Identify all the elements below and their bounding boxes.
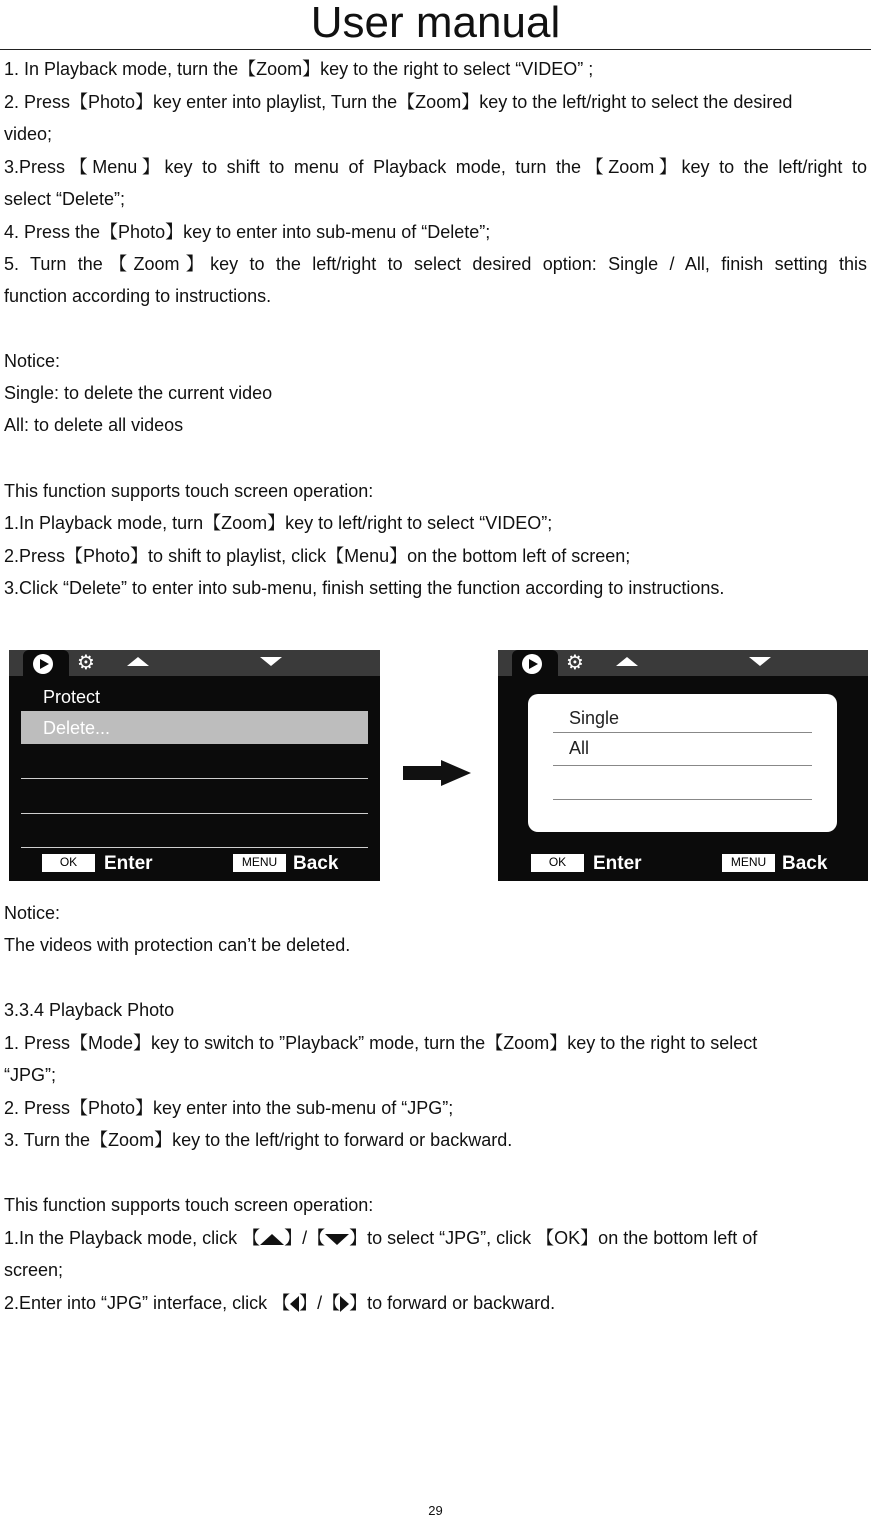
option-all[interactable]: All (569, 738, 590, 758)
title-rule (0, 49, 871, 50)
step-5-cont: function according to instructions. (4, 286, 272, 306)
delete-popup (528, 694, 837, 832)
step-3-cont: select “Delete”; (4, 189, 126, 209)
ok-key[interactable]: OK (42, 854, 95, 872)
touch-photo-step-1-cont: screen; (4, 1260, 64, 1280)
notice-single: Single: to delete the current video (4, 383, 273, 403)
camera-screen-delete (498, 650, 868, 881)
right-arrow-icon (340, 1296, 349, 1312)
option-single[interactable]: Single (569, 708, 620, 728)
camera-screen-menu (9, 650, 380, 881)
menu-divider (21, 847, 368, 848)
popup-divider (553, 799, 812, 800)
step-1: 1. In Playback mode, turn the【Zoom】key to the right to select “VIDEO” ; (4, 59, 594, 79)
photo-step-1: 1. Press【Mode】key to switch to ”Playback” mode, turn the【Zoom】key to the right to select (4, 1033, 758, 1053)
menu-key[interactable]: MENU (722, 854, 775, 872)
notice-protection: The videos with protection can’t be deleted. (4, 935, 351, 955)
menu-item-protect[interactable]: Protect (43, 687, 101, 707)
down-caret-icon[interactable] (749, 657, 771, 666)
up-caret-icon[interactable] (616, 657, 638, 666)
menu-key[interactable]: MENU (233, 854, 286, 872)
step-4: 4. Press the【Photo】key to enter into sub-menu of “Delete”; (4, 222, 491, 242)
step-2-cont: video; (4, 124, 53, 144)
touch-photo-step-1: 1.In the Playback mode, click 【 】/【 】to select “JPG”, click 【OK】on the bottom left of (4, 1228, 758, 1248)
touch-intro: This function supports touch screen operation: (4, 481, 374, 501)
play-tab[interactable] (512, 650, 558, 676)
step-2: 2. Press【Photo】key enter into playlist, Turn the【Zoom】key to the left/right to select the desired (4, 92, 793, 112)
up-caret-icon[interactable] (127, 657, 149, 666)
popup-divider (553, 765, 812, 766)
touch-intro: This function supports touch screen operation: (4, 1195, 374, 1215)
touch-step-1: 1.In Playback mode, turn【Zoom】key to left/right to select “VIDEO”; (4, 513, 553, 533)
gear-icon[interactable]: ⚙ (566, 652, 584, 674)
page-title: User manual (310, 0, 561, 47)
step-5: 5. Turn the【Zoom】key to the left/right to select desired option: Single / All, finish setting this (4, 254, 867, 274)
ok-key[interactable]: OK (531, 854, 584, 872)
up-arrow-icon (260, 1234, 284, 1245)
left-arrow-icon (290, 1296, 299, 1312)
photo-step-2: 2. Press【Photo】key enter into the sub-menu of “JPG”; (4, 1098, 454, 1118)
popup-divider (553, 732, 812, 733)
notice-label: Notice: (4, 351, 61, 371)
play-icon (522, 654, 542, 674)
page-number: 29 (428, 1503, 443, 1518)
screen-tab-bar (9, 650, 380, 676)
back-label: Back (293, 853, 339, 874)
screen-tab-bar (498, 650, 868, 676)
menu-divider (21, 813, 368, 814)
section-heading: 3.3.4 Playback Photo (4, 1000, 175, 1020)
touch-step-3: 3.Click “Delete” to enter into sub-menu, finish setting the function according to instructions. (4, 578, 725, 598)
photo-step-3: 3. Turn the【Zoom】key to the left/right to forward or backward. (4, 1130, 513, 1150)
touch-photo-step-2: 2.Enter into “JPG” interface, click 【 】/【 】to forward or backward. (4, 1293, 556, 1313)
menu-divider (21, 778, 368, 779)
play-icon (33, 654, 53, 674)
menu-item-delete[interactable]: Delete... (43, 718, 111, 738)
play-tab[interactable] (23, 650, 69, 676)
touch-step-2: 2.Press【Photo】to shift to playlist, click【Menu】on the bottom left of screen; (4, 546, 631, 566)
notice-all: All: to delete all videos (4, 415, 184, 435)
down-caret-icon[interactable] (260, 657, 282, 666)
gear-icon[interactable]: ⚙ (77, 652, 95, 674)
photo-step-1-cont: “JPG”; (4, 1065, 56, 1085)
back-label: Back (782, 853, 828, 874)
enter-label: Enter (104, 853, 153, 874)
down-arrow-icon (325, 1234, 349, 1245)
step-3: 3.Press【Menu】key to shift to menu of Playback mode, turn the【Zoom】key to the left/right to (4, 157, 867, 177)
enter-label: Enter (593, 853, 642, 874)
notice-label: Notice: (4, 903, 61, 923)
